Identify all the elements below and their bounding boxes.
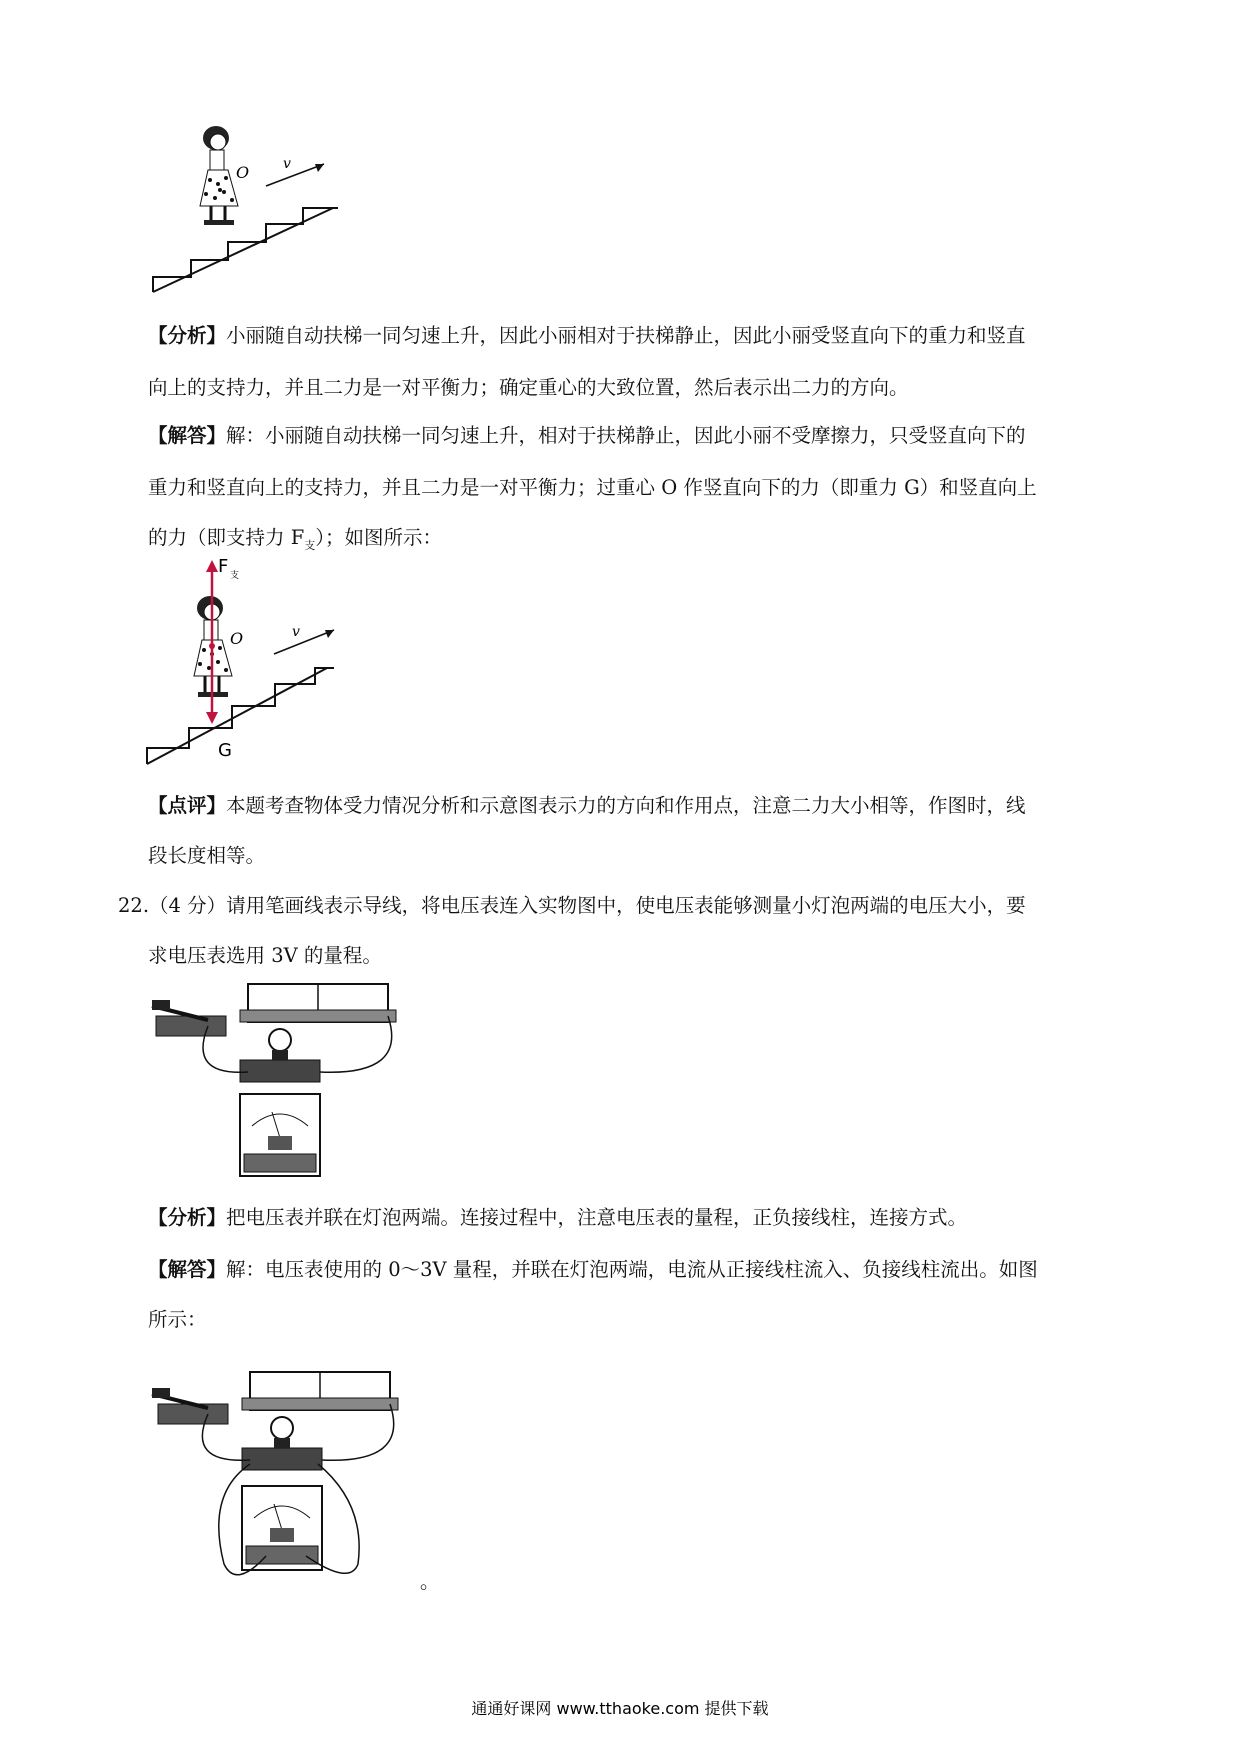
support-force-label-sub: 支 bbox=[230, 571, 240, 581]
comment-text-2: 段长度相等。 bbox=[148, 844, 266, 867]
center-of-gravity-dot bbox=[209, 643, 215, 649]
trailing-period: 。 bbox=[420, 1570, 440, 1593]
switch bbox=[152, 1000, 226, 1036]
answer-text-3b: ）；如图所示： bbox=[315, 526, 442, 549]
escalator-base bbox=[153, 208, 333, 292]
gravity-label: G bbox=[218, 740, 232, 761]
battery-box bbox=[242, 1372, 398, 1410]
battery-box bbox=[240, 984, 396, 1022]
gravity-force-arrowhead bbox=[206, 712, 218, 724]
comment-text: 本题考查物体受力情况分析和示意图表示力的方向和作用点，注意二力大小相等，作图时，线 bbox=[226, 794, 1026, 817]
velocity-label: v bbox=[283, 156, 291, 172]
velocity-arrow bbox=[274, 630, 334, 654]
center-of-gravity-label: O bbox=[236, 163, 250, 182]
question-text-2: 求电压表选用 3V 的量程。 bbox=[148, 944, 382, 967]
force-diagram-figure bbox=[142, 556, 372, 776]
answer-text: 解：小丽随自动扶梯一同匀速上升，相对于扶梯静止，因此小丽不受摩擦力，只受竖直向下的 bbox=[226, 424, 1026, 447]
switch bbox=[152, 1388, 228, 1424]
velocity-arrow bbox=[266, 164, 324, 186]
circuit-answer-figure bbox=[146, 1364, 426, 1594]
support-force-label: F bbox=[218, 556, 229, 577]
answer-text-2: 重力和竖直向上的支持力，并且二力是一对平衡力；过重心 O 作竖直向下的力（即重力 G）和竖直向上 bbox=[148, 476, 1037, 499]
analysis-text-2: 向上的支持力，并且二力是一对平衡力；确定重心的大致位置，然后表示出二力的方向。 bbox=[148, 376, 909, 399]
page-footer: 通通好课网 www.tthaoke.com 提供下载 bbox=[471, 1699, 769, 1718]
support-force-arrowhead bbox=[206, 560, 218, 572]
voltmeter bbox=[242, 1486, 322, 1570]
analysis-tag-2: 【分析】 bbox=[148, 1206, 227, 1229]
answer-2-text-2: 所示： bbox=[148, 1308, 207, 1331]
bulb bbox=[240, 1029, 320, 1082]
analysis-text: 小丽随自动扶梯一同匀速上升，因此小丽相对于扶梯静止，因此小丽受竖直向下的重力和竖直 bbox=[226, 324, 1026, 347]
wire bbox=[322, 1404, 394, 1460]
circuit-figure bbox=[148, 976, 418, 1186]
answer-tag: 【解答】 bbox=[148, 424, 227, 447]
question-text: 请用笔画线表示导线，将电压表连入实物图中，使电压表能够测量小灯泡两端的电压大小，要 bbox=[226, 894, 1026, 917]
bulb bbox=[242, 1417, 322, 1470]
girl-drawing bbox=[200, 126, 238, 225]
velocity-label: v bbox=[292, 624, 300, 640]
comment-tag: 【点评】 bbox=[148, 794, 227, 817]
escalator-figure bbox=[148, 120, 378, 300]
analysis-tag: 【分析】 bbox=[148, 324, 227, 347]
answer-tag-2: 【解答】 bbox=[148, 1258, 227, 1281]
escalator-base bbox=[147, 668, 327, 764]
voltmeter bbox=[240, 1094, 320, 1176]
velocity-arrowhead bbox=[315, 164, 324, 172]
question-number: 22.（4 分） bbox=[118, 894, 227, 917]
analysis-2-text: 把电压表并联在灯泡两端。连接过程中，注意电压表的量程，正负接线柱，连接方式。 bbox=[226, 1206, 968, 1229]
velocity-arrowhead bbox=[325, 630, 334, 638]
answer-2-text: 解：电压表使用的 0～3V 量程，并联在灯泡两端，电流从正接线柱流入、负接线柱流出。如图 bbox=[226, 1258, 1038, 1281]
wire bbox=[320, 1016, 392, 1072]
center-of-gravity-label: O bbox=[230, 629, 244, 648]
answer-text-3: 的力（即支持力 F bbox=[148, 526, 305, 549]
answer-text-3-sub: 支 bbox=[304, 538, 316, 552]
